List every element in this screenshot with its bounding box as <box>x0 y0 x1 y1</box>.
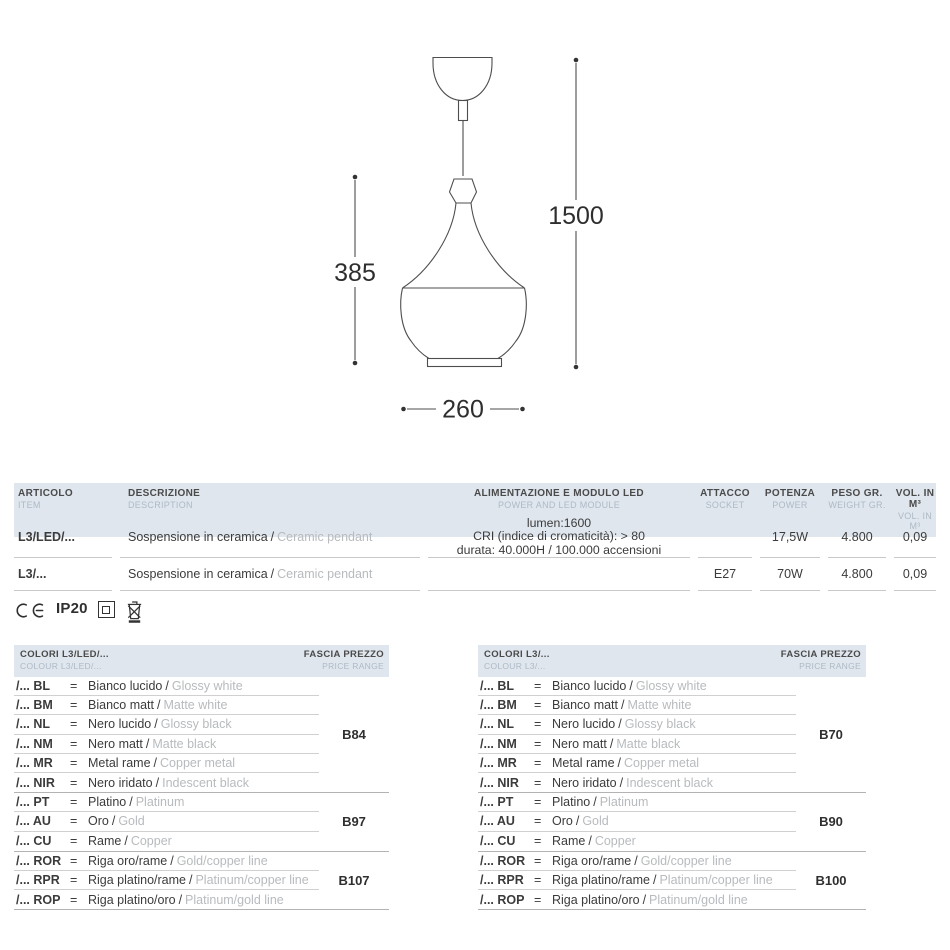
color-name <box>88 795 184 809</box>
color-row <box>478 677 796 696</box>
color-group <box>478 852 866 911</box>
separator: / <box>188 872 193 887</box>
color-name-it: Riga oro/rame <box>88 853 168 868</box>
color-code: /... RPR <box>480 872 524 887</box>
color-code: /... CU <box>480 834 516 849</box>
color-code: /... BM <box>480 698 517 713</box>
description-it: Sospensione in ceramica <box>128 530 268 544</box>
equals-sign: = <box>70 755 78 770</box>
color-name <box>88 737 216 751</box>
color-name-en: Platinum/copper line <box>659 872 773 887</box>
equals-sign: = <box>534 736 542 751</box>
color-name-it: Rame <box>88 834 122 849</box>
led-module-info-empty <box>428 558 690 591</box>
color-row <box>478 696 796 715</box>
color-name <box>552 893 748 907</box>
color-table <box>14 645 389 910</box>
separator: / <box>165 679 169 694</box>
color-group <box>14 852 389 911</box>
separator: / <box>111 814 116 829</box>
color-code: /... NM <box>16 736 53 751</box>
color-name-en: Matte white <box>163 698 228 713</box>
dimension-385-label: 385 <box>334 259 376 287</box>
color-name <box>552 776 713 790</box>
volume-value: 0,09 <box>894 517 936 558</box>
price-header-en: PRICE RANGE <box>322 661 384 671</box>
equals-sign: = <box>534 814 542 829</box>
separator: / <box>588 834 592 849</box>
equals-sign: = <box>70 853 78 868</box>
color-rows <box>478 793 796 851</box>
color-code: /... NM <box>480 736 517 751</box>
price-range-value: B107 <box>338 872 370 888</box>
certification-marks <box>14 600 144 625</box>
color-name-it: Rame <box>552 834 586 849</box>
separator: / <box>652 872 657 887</box>
color-name <box>88 834 172 848</box>
equals-sign: = <box>534 853 542 868</box>
color-name-en: Gold <box>582 814 609 829</box>
price-range-value: B84 <box>342 727 366 743</box>
bowl-left <box>401 288 429 359</box>
description-it: Sospensione in ceramica <box>128 567 268 581</box>
separator: / <box>629 679 633 694</box>
column-label-en: DESCRIPTION <box>128 500 193 510</box>
price-range-header <box>304 649 384 677</box>
separator: / <box>619 775 624 790</box>
color-name-it: Nero iridato <box>552 775 617 790</box>
color-name-en: Copper <box>594 834 636 849</box>
equals-sign: = <box>534 755 542 770</box>
color-name-en: Copper metal <box>160 755 236 770</box>
equals-sign: = <box>534 679 542 694</box>
color-code: /... MR <box>480 755 517 770</box>
power-value: 70W <box>760 558 820 591</box>
dimension-260-label: 260 <box>442 395 484 424</box>
column-label-en: SOCKET <box>705 500 745 510</box>
equals-sign: = <box>534 795 542 810</box>
color-row <box>478 735 796 754</box>
item-description <box>120 517 420 558</box>
color-name-it: Metal rame <box>88 755 151 770</box>
double-insulation-icon <box>98 601 115 618</box>
color-code: /... NIR <box>480 775 519 790</box>
color-name-en: Indescent black <box>162 775 249 790</box>
color-name <box>552 717 696 731</box>
column-label-en: ITEM <box>18 500 41 510</box>
color-name-it: Riga platino/oro <box>552 892 640 907</box>
canopy-shape <box>433 58 492 101</box>
equals-sign: = <box>534 834 542 849</box>
color-name-it: Metal rame <box>552 755 615 770</box>
weee-crossed-bin-icon <box>125 600 144 625</box>
title-it: COLORI L3/... <box>484 649 550 660</box>
color-name <box>552 737 680 751</box>
led-duration: durata: 40.000H / 100.000 accensioni <box>456 542 662 557</box>
color-name-en: Copper <box>130 834 172 849</box>
description-en: Ceramic pendant <box>277 530 373 544</box>
color-name-it: Bianco matt <box>552 698 619 713</box>
equals-sign: = <box>534 717 542 732</box>
price-header-en: PRICE RANGE <box>799 661 861 671</box>
color-row <box>478 871 796 890</box>
color-code: /... ROP <box>16 892 61 907</box>
neck-right <box>471 203 525 288</box>
color-name <box>552 814 609 828</box>
color-row <box>14 677 319 696</box>
price-header-it: FASCIA PREZZO <box>780 649 861 660</box>
separator: / <box>157 698 161 713</box>
color-name <box>88 893 284 907</box>
title-en: COLOUR L3/... <box>484 661 546 671</box>
price-range-value: B70 <box>819 727 843 743</box>
color-name-en: Glossy white <box>635 679 707 694</box>
column-label-en: WEIGHT GR. <box>828 500 886 510</box>
color-name-en: Indescent black <box>626 775 713 790</box>
color-code: /... NL <box>480 717 515 732</box>
item-code: L3/... <box>14 558 112 591</box>
color-code: /... PT <box>480 795 514 810</box>
color-table-title <box>484 649 550 677</box>
weight-value: 4.800 <box>828 517 886 558</box>
color-name-it: Riga oro/rame <box>552 853 632 868</box>
color-name-en: Matte black <box>616 736 681 751</box>
color-name-it: Bianco lucido <box>88 679 163 694</box>
column-label-it: PESO GR. <box>831 488 883 499</box>
color-name <box>552 698 691 712</box>
cap-shape <box>450 179 477 203</box>
color-row <box>14 696 319 715</box>
color-name <box>552 679 707 693</box>
equals-sign: = <box>534 698 542 713</box>
base-shape <box>428 359 502 367</box>
color-row <box>478 754 796 773</box>
color-group <box>478 793 866 852</box>
color-code: /... RPR <box>16 872 60 887</box>
equals-sign: = <box>70 892 78 907</box>
title-en: COLOUR L3/LED/... <box>20 661 102 671</box>
color-name <box>88 814 145 828</box>
color-name-en: Platinum/gold line <box>649 892 748 907</box>
bowl-right <box>498 288 526 359</box>
color-name-it: Riga platino/oro <box>88 892 176 907</box>
led-module-info <box>428 517 690 558</box>
led-cri: CRI (indice di cromaticità): > 80 <box>473 529 645 544</box>
equals-sign: = <box>70 698 78 713</box>
color-groups <box>478 677 866 910</box>
color-name-en: Platinum <box>135 795 185 810</box>
color-code: /... ROR <box>480 853 526 868</box>
color-group <box>14 793 389 852</box>
column-label-it: DESCRIZIONE <box>128 488 201 499</box>
color-table-header <box>14 645 389 677</box>
equals-sign: = <box>70 814 78 829</box>
dimension-260 <box>401 396 525 424</box>
separator: / <box>154 717 158 732</box>
color-name-it: Platino <box>88 795 127 810</box>
column-label-it: POTENZA <box>764 488 816 499</box>
separator: / <box>634 853 638 868</box>
color-name-en: Gold <box>118 814 145 829</box>
color-code: /... BL <box>480 679 515 694</box>
item-description <box>120 558 420 591</box>
color-name <box>552 873 773 887</box>
separator: / <box>593 795 597 810</box>
color-name-it: Nero matt <box>552 736 607 751</box>
color-name <box>88 717 232 731</box>
color-name-it: Riga platino/rame <box>552 872 650 887</box>
color-row <box>14 715 319 734</box>
color-name-it: Nero matt <box>88 736 143 751</box>
column-label-en: POWER <box>772 500 808 510</box>
price-range-value: B90 <box>819 814 843 830</box>
separator: / <box>270 567 275 581</box>
column-label-en: POWER AND LED MODULE <box>497 500 621 510</box>
color-row <box>14 812 319 831</box>
separator: / <box>178 892 183 907</box>
color-name-it: Bianco lucido <box>552 679 627 694</box>
column-label-it: VOL. IN M³ <box>895 488 935 510</box>
color-row <box>14 735 319 754</box>
column-label-en: VOL. IN M³ <box>897 511 933 531</box>
price-header-it: FASCIA PREZZO <box>303 649 384 660</box>
equals-sign: = <box>70 679 78 694</box>
color-code: /... AU <box>480 814 515 829</box>
dimension-1500-label: 1500 <box>548 202 604 230</box>
color-rows <box>478 677 796 792</box>
color-row <box>478 793 796 812</box>
color-rows <box>14 793 319 851</box>
color-price-tables <box>14 645 866 910</box>
color-code: /... ROR <box>16 853 62 868</box>
color-group <box>478 677 866 793</box>
separator: / <box>270 530 275 544</box>
color-row <box>14 754 319 773</box>
color-name <box>88 873 309 887</box>
socket-value: E27 <box>698 558 752 591</box>
equals-sign: = <box>534 872 542 887</box>
separator: / <box>124 834 128 849</box>
color-row <box>478 715 796 734</box>
stem-shape <box>459 101 468 121</box>
color-code: /... PT <box>16 795 50 810</box>
separator: / <box>618 717 622 732</box>
color-code: /... AU <box>16 814 51 829</box>
separator: / <box>575 814 580 829</box>
neck-left <box>403 203 457 288</box>
color-row <box>478 852 796 871</box>
equals-sign: = <box>70 872 78 887</box>
equals-sign: = <box>534 892 542 907</box>
separator: / <box>155 775 160 790</box>
color-row <box>14 852 319 871</box>
color-code: /... NIR <box>16 775 55 790</box>
separator: / <box>153 755 158 770</box>
volume-value: 0,09 <box>894 558 936 591</box>
power-value: 17,5W <box>760 517 820 558</box>
color-name-en: Matte black <box>152 736 217 751</box>
price-range-header <box>781 649 861 677</box>
color-row <box>478 832 796 851</box>
color-group <box>14 677 389 793</box>
color-name-en: Glossy black <box>624 717 696 732</box>
color-name-en: Glossy black <box>160 717 232 732</box>
color-name-en: Gold/copper line <box>176 853 268 868</box>
color-code: /... BM <box>16 698 53 713</box>
color-name <box>552 756 699 770</box>
color-name <box>88 854 268 868</box>
color-row <box>14 890 319 909</box>
price-range-value: B97 <box>342 814 366 830</box>
color-name-it: Platino <box>552 795 591 810</box>
color-name-en: Gold/copper line <box>640 853 732 868</box>
color-name <box>88 698 227 712</box>
separator: / <box>617 755 622 770</box>
color-rows <box>14 677 319 792</box>
color-row <box>478 773 796 792</box>
lamp-outline <box>401 58 527 367</box>
color-name-en: Platinum/gold line <box>185 892 284 907</box>
column-label-it: ATTACCO <box>700 488 750 499</box>
ip-rating-label: IP20 <box>56 600 88 617</box>
socket-value <box>698 517 752 558</box>
equals-sign: = <box>70 795 78 810</box>
equals-sign: = <box>70 834 78 849</box>
color-table <box>478 645 866 910</box>
color-code: /... MR <box>16 755 53 770</box>
equals-sign: = <box>70 775 78 790</box>
equals-sign: = <box>70 736 78 751</box>
color-code: /... ROP <box>480 892 525 907</box>
color-groups <box>14 677 389 910</box>
separator: / <box>145 736 150 751</box>
spec-table-body <box>14 517 936 591</box>
color-name <box>88 776 249 790</box>
pendant-lamp-technical-drawing <box>330 40 630 430</box>
color-row <box>478 890 796 909</box>
weight-value: 4.800 <box>828 558 886 591</box>
color-name <box>88 756 235 770</box>
color-name <box>88 679 243 693</box>
color-table-title <box>20 649 109 677</box>
color-code: /... CU <box>16 834 52 849</box>
color-row <box>478 812 796 831</box>
color-table-header <box>478 645 866 677</box>
color-name-it: Nero lucido <box>552 717 616 732</box>
color-name-en: Copper metal <box>624 755 700 770</box>
column-label-it: ALIMENTAZIONE E MODULO LED <box>473 488 645 499</box>
color-row <box>14 832 319 851</box>
color-name-it: Nero iridato <box>88 775 153 790</box>
separator: / <box>170 853 174 868</box>
color-code: /... NL <box>16 717 51 732</box>
equals-sign: = <box>534 775 542 790</box>
equals-sign: = <box>70 717 78 732</box>
separator: / <box>621 698 625 713</box>
led-lumen: lumen:1600 <box>526 515 592 530</box>
color-name-en: Platinum/copper line <box>195 872 309 887</box>
color-name <box>552 854 732 868</box>
color-name-it: Oro <box>552 814 573 829</box>
column-label-it: ARTICOLO <box>18 488 74 499</box>
color-name <box>552 795 648 809</box>
ce-mark-icon <box>14 601 46 620</box>
color-row <box>14 871 319 890</box>
color-name-it: Oro <box>88 814 109 829</box>
color-name-it: Nero lucido <box>88 717 152 732</box>
color-name-it: Bianco matt <box>88 698 155 713</box>
description-en: Ceramic pendant <box>277 567 373 581</box>
color-name-en: Matte white <box>627 698 692 713</box>
title-it: COLORI L3/LED/... <box>20 649 109 660</box>
color-name <box>552 834 636 848</box>
dimension-1500 <box>548 58 604 370</box>
separator: / <box>642 892 647 907</box>
color-rows <box>478 852 796 910</box>
color-rows <box>14 852 319 910</box>
color-name-it: Riga platino/rame <box>88 872 186 887</box>
color-row <box>14 773 319 792</box>
separator: / <box>129 795 133 810</box>
color-name-en: Platinum <box>599 795 649 810</box>
color-code: /... BL <box>16 679 51 694</box>
color-name-en: Glossy white <box>171 679 243 694</box>
dimension-385 <box>334 175 376 366</box>
separator: / <box>609 736 614 751</box>
price-range-value: B100 <box>815 872 847 888</box>
color-row <box>14 793 319 812</box>
item-code: L3/LED/... <box>14 517 112 558</box>
